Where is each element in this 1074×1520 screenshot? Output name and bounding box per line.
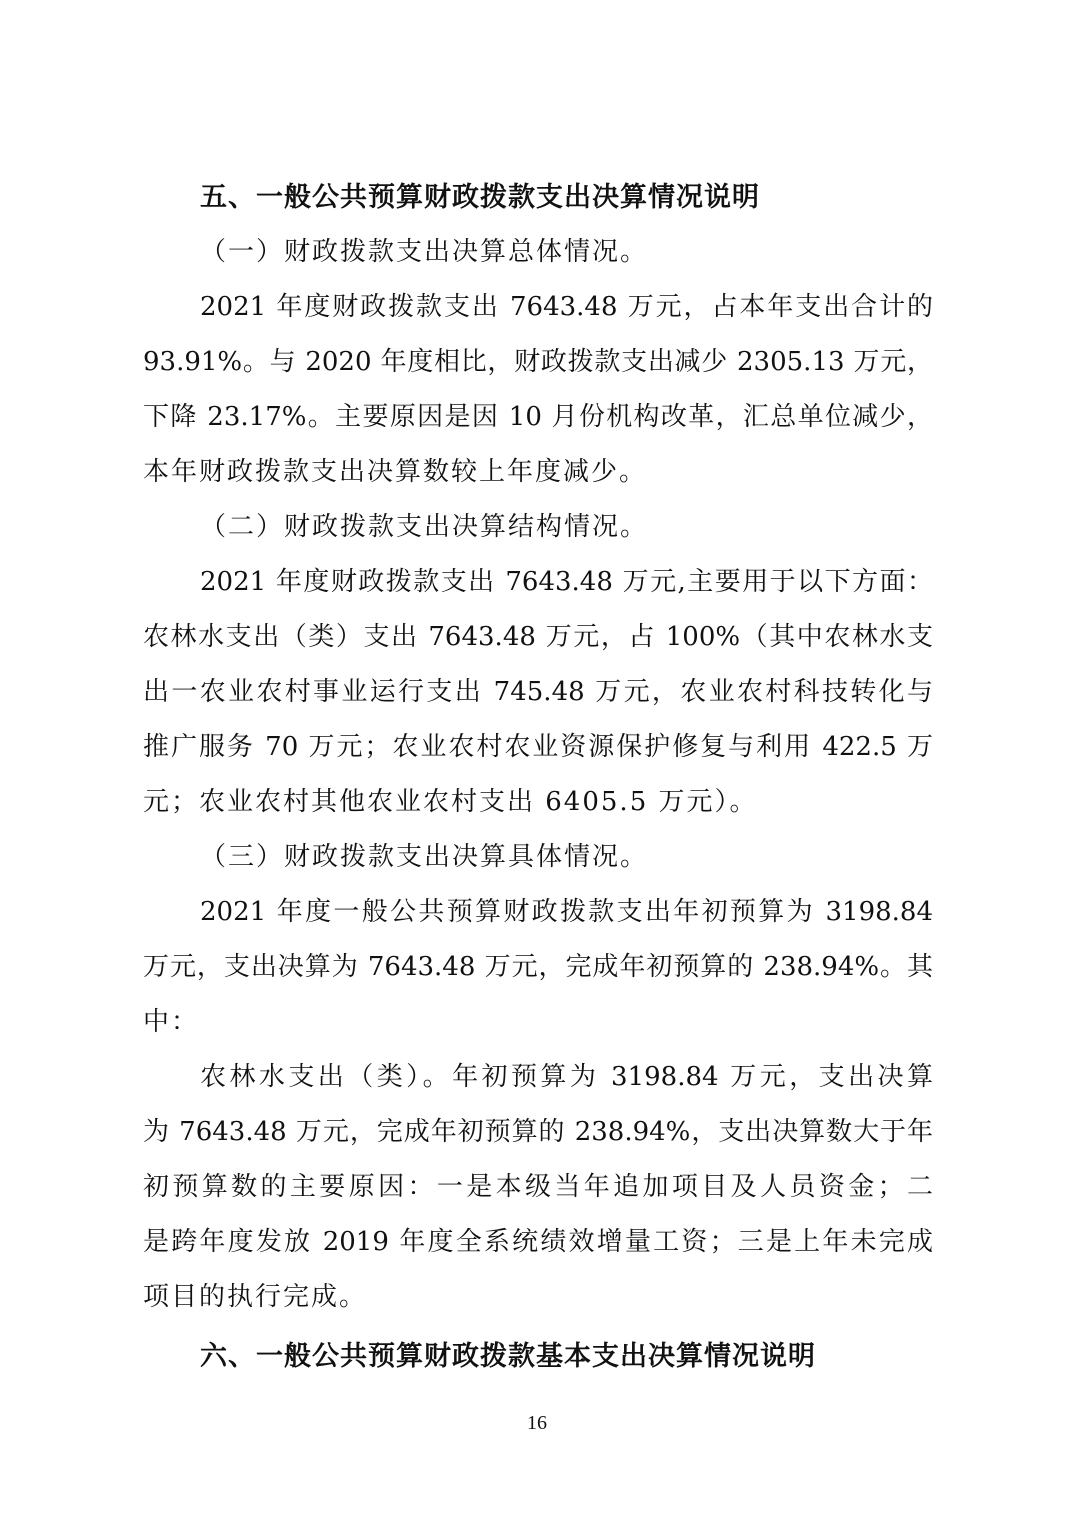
paragraph-line: 下降 23.17%。主要原因是因 10 月份机构改革，汇总单位减少， [143,402,933,432]
paragraph-line: 2021 年度财政拨款支出 7643.48 万元，占本年支出合计的 [200,292,933,322]
subsection-3-title: （三）财政拨款支出决算具体情况。 [200,842,649,872]
paragraph-line: 元；农业农村其他农业农村支出 6405.5 万元）。 [143,787,758,817]
paragraph-line: 2021 年度财政拨款支出 7643.48 万元,主要用于以下方面： [200,567,933,597]
paragraph-line: 项目的执行完成。 [143,1282,368,1312]
paragraph-line: 万元，支出决算为 7643.48 万元，完成年初预算的 238.94%。其 [143,952,933,982]
paragraph-line: 推广服务 70 万元；农业农村农业资源保护修复与利用 422.5 万 [143,732,933,762]
paragraph-line: 出一农业农村事业运行支出 745.48 万元，农业农村科技转化与 [143,677,933,707]
paragraph-line: 农林水支出（类）支出 7643.48 万元，占 100%（其中农林水支 [143,622,933,652]
page-number: 16 [527,1412,547,1434]
subsection-2-title: （二）财政拨款支出决算结构情况。 [200,512,649,542]
section-5-heading: 五、一般公共预算财政拨款支出决算情况说明 [200,182,760,213]
page-content [143,170,933,1384]
section-6-heading: 六、一般公共预算财政拨款基本支出决算情况说明 [200,1341,816,1372]
subsection-1-title: （一）财政拨款支出决算总体情况。 [200,237,649,267]
paragraph-line: 中： [143,1007,200,1037]
paragraph-line: 2021 年度一般公共预算财政拨款支出年初预算为 3198.84 [200,897,933,927]
paragraph-line: 为 7643.48 万元，完成年初预算的 238.94%，支出决算数大于年 [143,1117,933,1147]
paragraph-line: 农林水支出（类）。年初预算为 3198.84 万元，支出决算 [200,1062,933,1092]
paragraph-line: 93.91%。与 2020 年度相比，财政拨款支出减少 2305.13 万元， [143,347,933,377]
paragraph-line: 是跨年度发放 2019 年度全系统绩效增量工资；三是上年未完成 [143,1227,933,1257]
paragraph-line: 初预算数的主要原因：一是本级当年追加项目及人员资金；二 [143,1172,933,1202]
paragraph-line: 本年财政拨款支出决算数较上年度减少。 [143,457,648,487]
